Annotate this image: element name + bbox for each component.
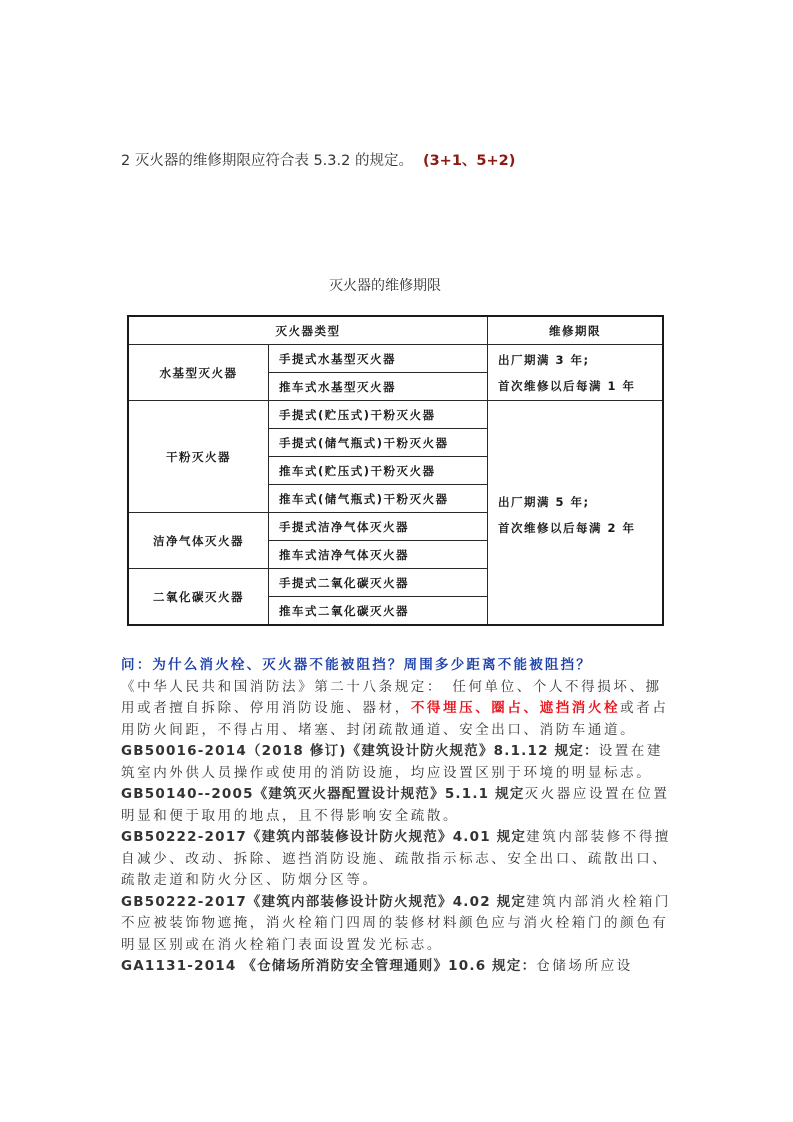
fire-law-highlight: 不得埋压、圈占、遮挡消火栓 bbox=[410, 700, 621, 716]
item-cell: 推车式洁净气体灭火器 bbox=[269, 541, 488, 569]
standard-reference: GB50140--2005《建筑灭火器配置设计规范》5.1.1 规定 bbox=[121, 786, 525, 802]
paragraph-gb50222-401 bbox=[121, 827, 676, 892]
period-line-1: 出厂期满 5 年; bbox=[498, 495, 590, 509]
table-row bbox=[128, 401, 663, 429]
category-cell: 二氧化碳灭火器 bbox=[128, 569, 269, 626]
item-cell: 推车式二氧化碳灭火器 bbox=[269, 597, 488, 626]
paragraph-fire-law bbox=[121, 677, 676, 742]
standard-reference: GB50222-2017《建筑内部装修设计防火规范》4.01 规定 bbox=[121, 829, 527, 845]
fire-law-text-b: 或者占用防火间距，不得占用、堵塞、封闭疏散通道、安全出口、消防车通道。 bbox=[121, 700, 669, 738]
maintenance-table-container bbox=[127, 315, 664, 626]
paragraph-gb50222-402 bbox=[121, 892, 676, 957]
table-caption: 灭火器的维修期限 bbox=[329, 278, 441, 294]
period-line-1: 出厂期满 3 年; bbox=[498, 352, 590, 367]
standard-reference: GA1131-2014 《仓储场所消防安全管理通则》10.6 规定： bbox=[121, 958, 537, 974]
standard-text: 设置在建筑室内外供人员操作或使用的消防设施，均应设置区别于环境的明显标志。 bbox=[121, 743, 664, 781]
item-cell: 推车式(贮压式)干粉灭火器 bbox=[269, 457, 488, 485]
category-cell: 干粉灭火器 bbox=[128, 401, 269, 513]
item-cell: 手提式二氧化碳灭火器 bbox=[269, 569, 488, 597]
body-text bbox=[121, 655, 676, 978]
maintenance-period-table bbox=[127, 315, 664, 626]
standard-text: 灭火器应设置在位置明显和便于取用的地点，且不得影响安全疏散。 bbox=[121, 786, 670, 824]
table-row bbox=[128, 345, 663, 373]
item-cell: 推车式(储气瓶式)干粉灭火器 bbox=[269, 485, 488, 513]
fire-law-text-a: 《中华人民共和国消防法》第二十八条规定： 任何单位、个人不得损坏、挪用或者擅自拆除、停用消防设施、器材， bbox=[121, 678, 662, 716]
header-type: 灭火器类型 bbox=[128, 316, 488, 345]
question-heading: 问：为什么消火栓、灭火器不能被阻挡？周围多少距离不能被阻挡？ bbox=[121, 657, 592, 673]
item-cell: 手提式(贮压式)干粉灭火器 bbox=[269, 401, 488, 429]
item-cell: 手提式(储气瓶式)干粉灭火器 bbox=[269, 429, 488, 457]
item-cell: 手提式水基型灭火器 bbox=[269, 345, 488, 373]
standard-reference: GB50222-2017《建筑内部装修设计防火规范》4.02 规定 bbox=[121, 893, 527, 910]
paragraph-ga1131 bbox=[121, 956, 676, 978]
header-period: 维修期限 bbox=[488, 316, 664, 345]
standard-reference: GB50016-2014（2018 修订)《建筑设计防火规范》8.1.12 规定： bbox=[121, 743, 599, 759]
intro-note: (3+1、5+2) bbox=[422, 153, 516, 169]
standard-text: 建筑内部消火栓箱门不应被装饰物遮掩，消火栓箱门四周的装修材料颜色应与消火栓箱门的颜色有明显区别或在消火栓箱门表面设置发光标志。 bbox=[121, 893, 672, 953]
period-line-2: 首次维修以后每满 2 年 bbox=[498, 521, 636, 535]
item-cell: 推车式水基型灭火器 bbox=[269, 373, 488, 401]
paragraph-gb50140 bbox=[121, 784, 676, 827]
standard-text: 建筑内部装修不得擅自减少、改动、拆除、遮挡消防设施、疏散指示标志、安全出口、疏散出口、疏散走道和防火分区、防烟分区等。 bbox=[121, 829, 672, 888]
period-line-2: 首次维修以后每满 1 年 bbox=[498, 378, 636, 393]
category-cell: 水基型灭火器 bbox=[128, 345, 269, 401]
paragraph-gb50016 bbox=[121, 741, 676, 784]
standard-text: 仓储场所应设 bbox=[536, 958, 633, 974]
category-cell: 洁净气体灭火器 bbox=[128, 513, 269, 569]
item-cell: 手提式洁净气体灭火器 bbox=[269, 513, 488, 541]
period-cell bbox=[488, 345, 664, 401]
intro-line bbox=[121, 149, 515, 170]
period-cell bbox=[488, 401, 664, 626]
intro-text: 2 灭火器的维修期限应符合表 5.3.2 的规定。 bbox=[121, 153, 413, 169]
table-header-row bbox=[128, 316, 663, 345]
